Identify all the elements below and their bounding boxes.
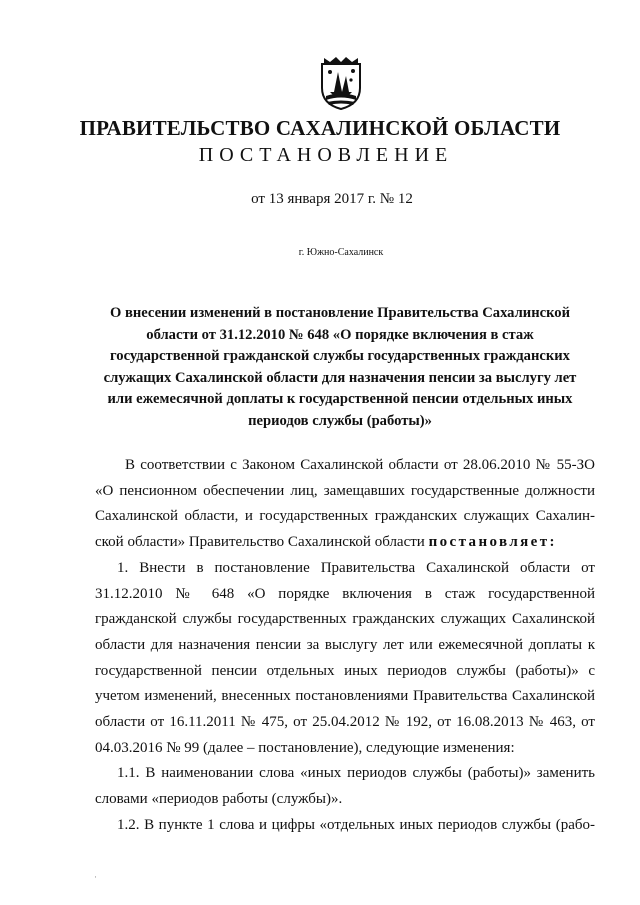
document-date-number: от 13 января 2017 г. № 12	[251, 191, 413, 207]
body-line: Сахалинской области, и государственных гражданских служащих Сахалин-	[95, 508, 595, 525]
body-line-text: ской области» Правительство Сахалинской области	[95, 534, 425, 551]
body-line: 1.1. В наименовании слова «иных периодов службы (работы)» заменить	[117, 765, 595, 782]
subject-line: О внесении изменений в постановление Правительства Сахалинской	[109, 305, 571, 321]
sakhalin-coat-of-arms-icon	[318, 56, 364, 110]
body-line: 1. Внести в постановление Правительства Сахалинской области от	[117, 559, 595, 576]
subject-line: служащих Сахалинской области для назначения пенсии за выслугу лет	[103, 369, 577, 386]
body-line: 04.03.2016 № 99 (далее – постановление), следующие изменения:	[95, 739, 515, 756]
document-city: г. Южно-Сахалинск	[298, 247, 384, 258]
body-line: области от 16.11.2011 № 475, от 25.04.2012 № 192, от 16.08.2013 № 463, от	[95, 714, 595, 731]
body-line: учетом изменений, внесенных постановлениями Правительства Сахалинской	[95, 688, 595, 705]
body-line: государственной пенсии отдельных иных периодов службы (работы)» с	[95, 662, 595, 679]
body-line: гражданской службы государственных гражданских служащих Сахалинской	[95, 611, 595, 628]
subject-line: государственной гражданской службы государственных гражданских	[110, 348, 570, 364]
body-line: словами «периодов работы (службы)».	[95, 791, 343, 808]
body-line	[95, 530, 595, 556]
document-subject	[90, 303, 590, 432]
document-body	[95, 453, 595, 839]
authority-title: ПРАВИТЕЛЬСТВО САХАЛИНСКОЙ ОБЛАСТИ	[79, 116, 561, 140]
document-type: ПОСТАНОВЛЕНИЕ	[198, 144, 454, 166]
body-line: 1.2. В пункте 1 слова и цифры «отдельных иных периодов службы (рабо-	[117, 816, 595, 833]
body-line: 31.12.2010 № 648 «О порядке включения в стаж государственной	[95, 585, 595, 602]
body-line: «О пенсионном обеспечении лиц, замещавших государственные должности	[95, 482, 595, 499]
body-line: В соответствии с Законом Сахалинской области от 28.06.2010 № 55-ЗО	[125, 457, 595, 473]
subject-line: области от 31.12.2010 № 648 «О порядке включения в стаж	[146, 326, 534, 343]
operative-word: постановляет:	[428, 534, 557, 551]
subject-line: периодов службы (работы)»	[248, 412, 432, 429]
subject-line: или ежемесячной доплаты к государственной пенсии отдельных иных	[107, 391, 573, 407]
scan-mark: ·	[94, 872, 97, 882]
body-line: области для назначения пенсии за выслугу лет или ежемесячной доплаты к	[95, 636, 595, 653]
